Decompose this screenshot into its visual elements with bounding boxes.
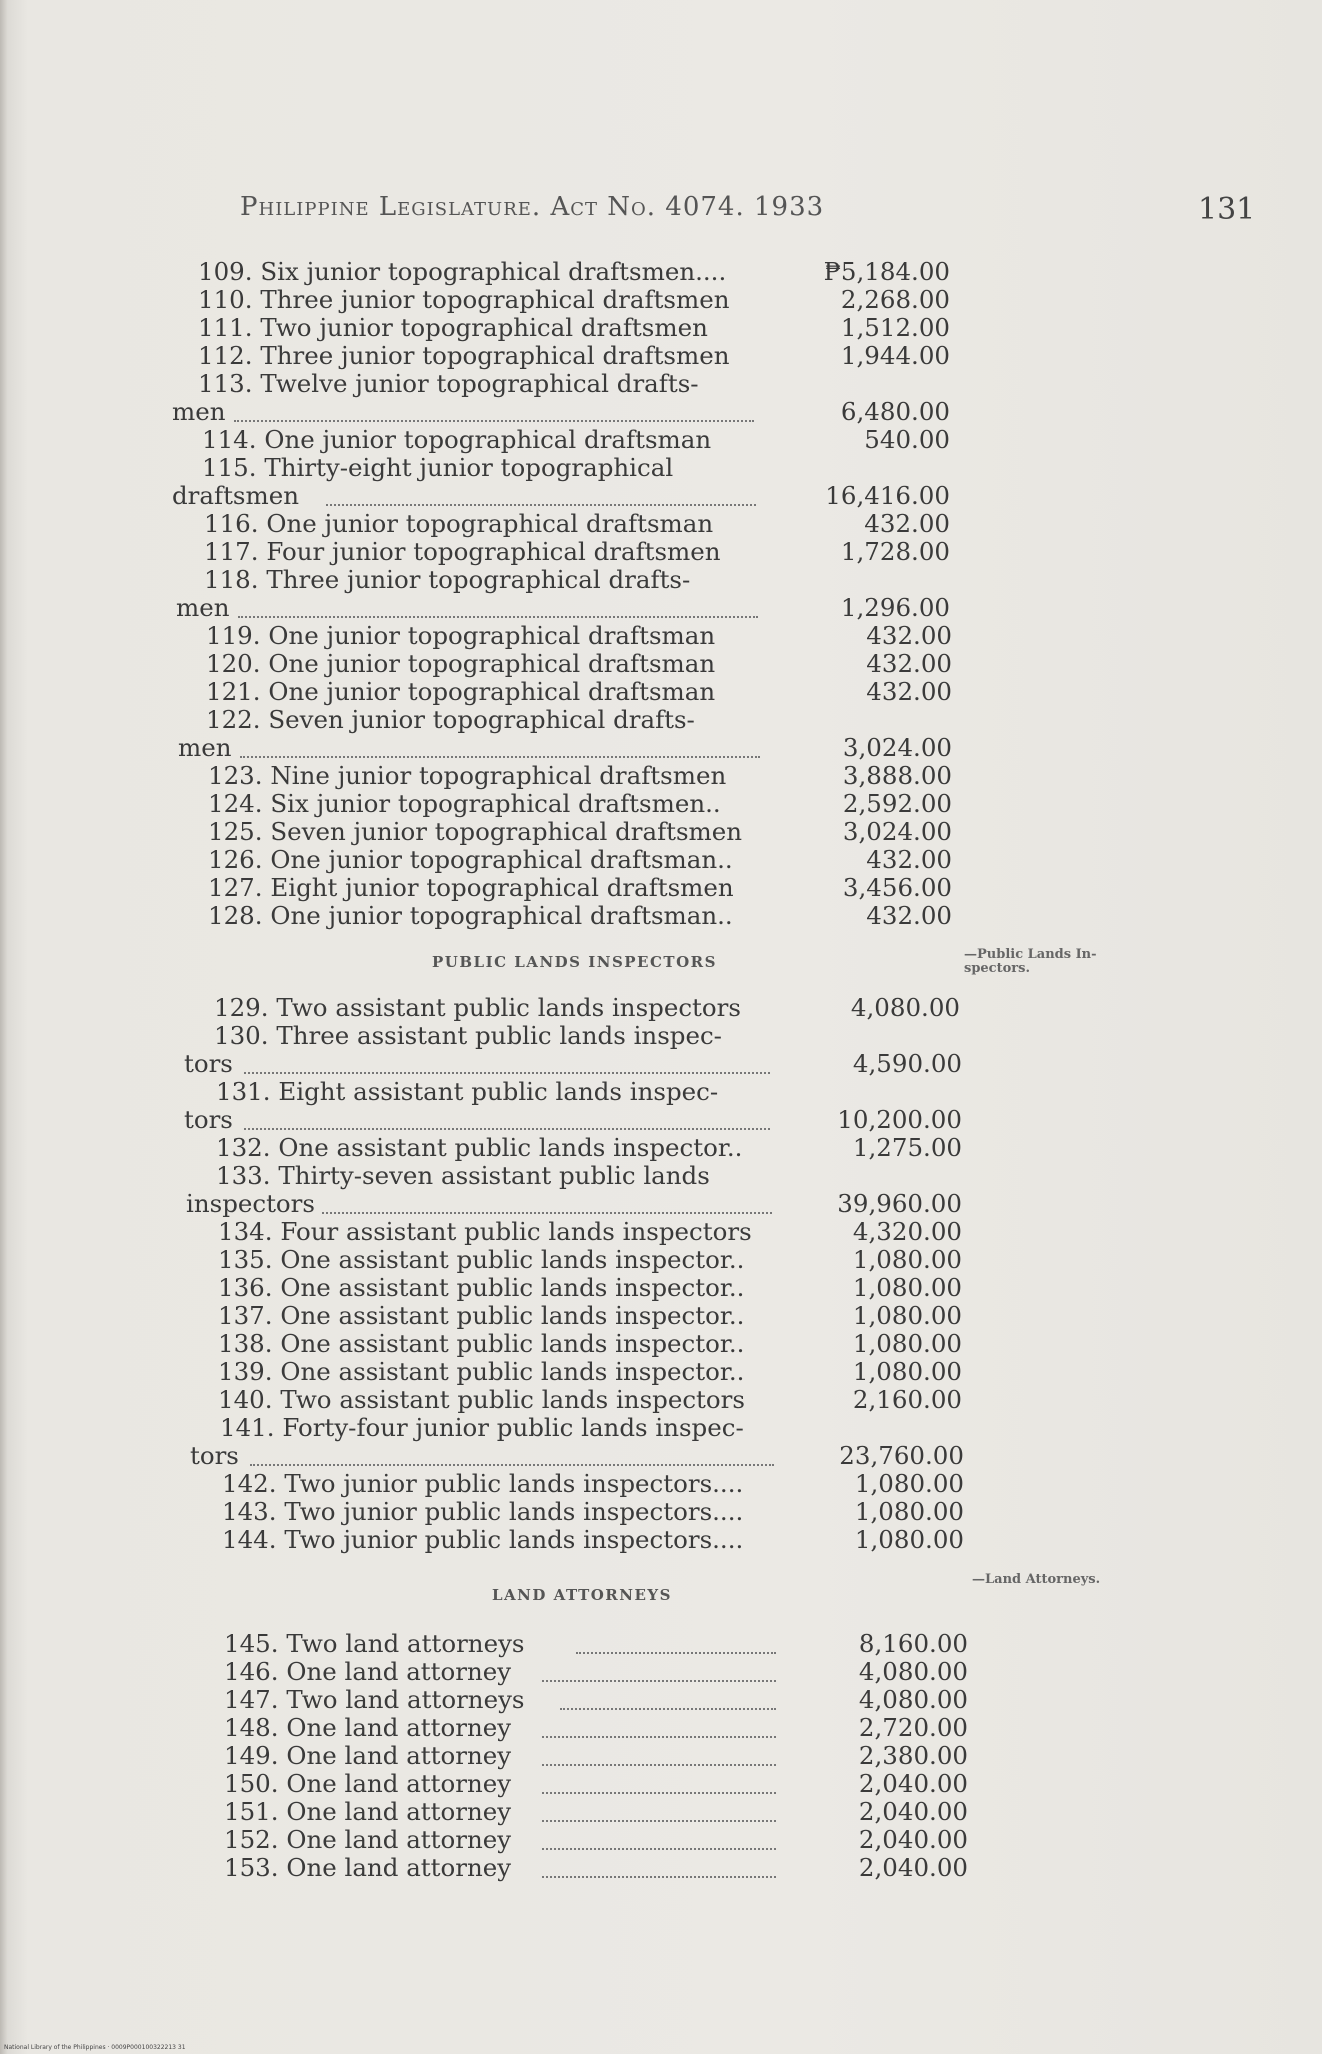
appropriation-list: 109. Six junior topographical draftsmen.... ₱5,184.00 110. Three junior topographical draftsmen 2,268.00 111. Two junior topographical draftsmen 1,512.00 112. Three junior topographical draftsmen 1,944.00 113. Twelve junior topographical drafts- men 6,480.00 114. One junior topographical draftsman 540.00 115. Thirty-eight junior topographical draftsmen 16,416.00 116. One junior topographical draftsman 432.00 117. Four junior topographical draftsmen 1,728.00 118. Three junior topographical drafts- men 1,296.00 119. One junior topographical draftsman 432.00 120. One junior topographical draftsman 432.00 121. One junior topographical draftsman 432.00 122. Seven junior topographical drafts- men 3,024.00 123. Nine junior topographical draftsmen 3,888.00 124. Six junior topographical draftsmen.. 2,592.00 125. Seven junior topographical draftsmen 3,024.00 126. One junior topographical draftsman.. 432.00 127. Eight junior topographical draftsmen 3,456.00 128. One junior topographical draftsman.. 432.00 PUBLIC LANDS INSPECTORS —Public Lands In- spectors. 129. Two assistant public lands inspectors 4,080.00 130. Three assistant public lands inspec- tors 4,590.00 131. Eight assistant public lands inspec- tors 10,200.00 132. One assistant public lands inspector.. 1,275.00 133. Thirty-seven assistant public lands inspectors 39,960.00 134. Four assistant public lands inspectors 4,320.00 135. One assistant public lands inspector.. 1,080.00 136. One assistant public lands inspector.. 1,080.00 137. One assistant public lands inspector.. 1,080.00 138. One assistant public lands inspector.. 1,080.00 139. One assistant public lands inspector.. 1,080.00 140. Two assistant public lands inspectors 2,160.00 141. Forty-four junior public lands inspec- tors 23,760.00 142. Two junior public lands inspectors.... 1,080.00 143. Two junior public lands inspectors.... 1,080.00 144. Two junior public lands inspectors.... 1,080.00 LAND ATTORNEYS —Land Attorneys. 145. Two land attorneys 8,160.00 146. One land attorney 4,080.00 147. Two land attorneys 4,080.00 148. One land attorney 2,720.00 149. One land attorney 2,380.00 150. One land attorney 2,040.00 151. One land attorney 2,040.00 152. One land attorney 2,040.00 153. One land attorney 2,040.00 <box>172 257 1101 1882</box>
section-heading-land-attorneys: LAND ATTORNEYS <box>492 1586 672 1604</box>
page-number: 131 <box>1198 192 1256 227</box>
scan-footer: National Library of the Philippines · 0009P000100322213 31 <box>4 2044 186 2051</box>
running-header: Philippine Legislature. Act No. 4074. 1933 <box>240 192 825 222</box>
margin-note-public-lands: —Public Lands In- spectors. <box>964 947 1097 976</box>
section-heading-public-lands-inspectors: PUBLIC LANDS INSPECTORS <box>432 953 717 971</box>
margin-note-land-attorneys: —Land Attorneys. <box>972 1572 1101 1587</box>
